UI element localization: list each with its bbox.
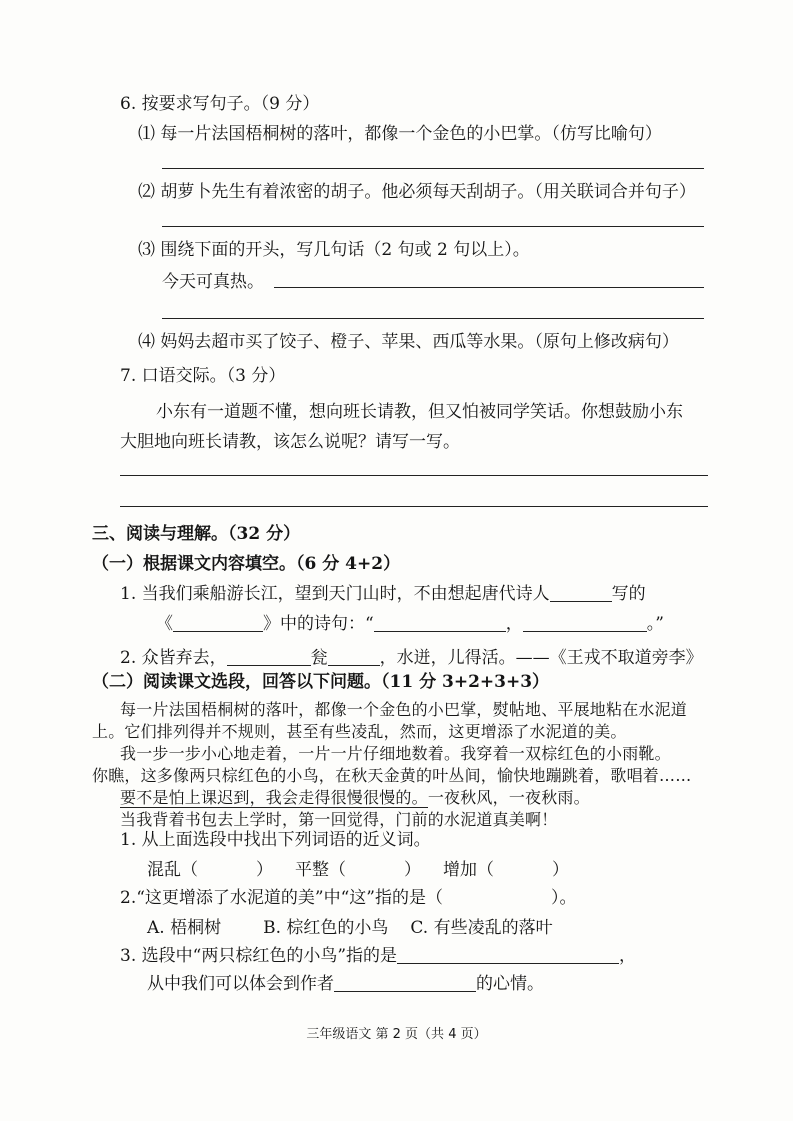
passage-underlined-sentence: 要不是怕上课迟到，我会走得很慢很慢的。 bbox=[120, 788, 428, 807]
q6-item-3-start: 今天可真热。 bbox=[162, 272, 264, 292]
q6-item-4: ⑷ 妈妈去超市买了饺子、橙子、苹果、西瓜等水果。（原句上修改病句） bbox=[138, 332, 679, 352]
q6-item-2: ⑵ 胡萝卜先生有着浓密的胡子。他必须每天刮胡子。（用关联词合并句子） bbox=[138, 182, 696, 202]
part2-q2 bbox=[120, 888, 576, 908]
poem-comma: ， bbox=[505, 614, 523, 634]
synonym-close-2: ） bbox=[404, 860, 421, 880]
q6-item-2-answer-line[interactable] bbox=[162, 226, 704, 227]
q7-answer-line-1[interactable] bbox=[120, 475, 708, 476]
part1-q1-text: 1. 当我们乘船游长江，望到天门山时，不由想起唐代诗人 bbox=[120, 584, 550, 604]
passage-line-4: 你瞧，这多像两只棕红色的小鸟，在秋天金黄的叶丛间，愉快地蹦跳着，歌唱着…… bbox=[92, 766, 692, 785]
q6-item-3: ⑶ 围绕下面的开头，写几句话（2 句或 2 句以上）。 bbox=[138, 240, 530, 260]
part2-q3-line-1 bbox=[120, 946, 636, 966]
part2-q3-blank-2[interactable] bbox=[334, 975, 476, 992]
poem-lines-prompt: 》中的诗句：“ bbox=[263, 614, 374, 634]
poem-line-2-blank[interactable] bbox=[523, 615, 647, 632]
q6-item-1-answer-line[interactable] bbox=[162, 168, 704, 169]
part1-q2-line bbox=[120, 648, 703, 668]
part2-q2-end: ）。 bbox=[550, 888, 577, 908]
wang-rong-blank-1[interactable] bbox=[227, 649, 311, 666]
part1-q1-line-2 bbox=[156, 614, 664, 634]
part2-q3-line-2 bbox=[147, 974, 544, 994]
passage-line-5-rest: 一夜秋风，一夜秋雨。 bbox=[427, 788, 590, 807]
poem-title-blank[interactable] bbox=[173, 615, 263, 632]
synonym-close-1: ） bbox=[256, 860, 273, 880]
poem-line-1-blank[interactable] bbox=[374, 615, 506, 632]
part2-q3-text-2: 从中我们可以体会到作者 bbox=[147, 974, 334, 994]
option-c[interactable]: C. 有些凌乱的落叶 bbox=[410, 918, 553, 938]
synonym-close-3: ） bbox=[552, 860, 569, 880]
q6-title: 6. 按要求写句子。（9 分） bbox=[120, 94, 320, 114]
passage-line-2: 上。它们排列得并不规则，甚至有些凌乱，然而，这更增添了水泥道的美。 bbox=[92, 722, 627, 741]
q7-line-1: 小东有一道题不懂，想向班长请教，但又怕被同学笑话。你想鼓励小东 bbox=[156, 402, 683, 422]
q6-item-3-answer-line-2[interactable] bbox=[162, 318, 704, 319]
synonym-row bbox=[147, 860, 569, 880]
part2-q2-text: 2.“这更增添了水泥道的美”中“这”指的是（ bbox=[120, 888, 443, 908]
part1-q2-text: 2. 众皆弃去， bbox=[120, 648, 227, 668]
passage-line-1: 每一片法国梧桐树的落叶，都像一个金色的小巴掌，熨帖地、平展地粘在水泥道 bbox=[120, 700, 688, 719]
passage-line-5 bbox=[120, 788, 590, 808]
part2-q3-comma: ， bbox=[619, 946, 637, 966]
passage-line-3: 我一步一步小心地走着，一片一片仔细地数着。我穿着一双棕红色的小雨靴。 bbox=[120, 744, 671, 763]
part2-title: （二）阅读课文选段，回答以下问题。（11 分 3+2+3+3） bbox=[92, 672, 550, 692]
wang-rong-blank-2[interactable] bbox=[328, 649, 380, 666]
q6-item-1: ⑴ 每一片法国梧桐树的落叶，都像一个金色的小巴掌。（仿写比喻句） bbox=[138, 124, 662, 144]
passage-line-6: 当我背着书包去上学时，第一回觉得，门前的水泥道真美啊！ bbox=[120, 810, 558, 829]
q7-line-2: 大胆地向班长请教，该怎么说呢？请写一写。 bbox=[120, 432, 460, 452]
synonym-word-1: 混乱（ bbox=[147, 860, 198, 880]
poet-blank[interactable] bbox=[550, 585, 612, 602]
part2-q3-text: 3. 选段中“两只棕红色的小鸟”指的是 bbox=[120, 946, 398, 966]
q7-title: 7. 口语交际。（3 分） bbox=[120, 366, 286, 386]
title-open-bracket: 《 bbox=[156, 614, 173, 634]
part2-q1: 1. 从上面选段中找出下列词语的近义词。 bbox=[120, 830, 431, 850]
part1-q2-word: 瓮 bbox=[310, 648, 328, 668]
synonym-word-2: 平整（ bbox=[295, 860, 346, 880]
poem-end-quote: 。” bbox=[646, 614, 664, 634]
q7-answer-line-2[interactable] bbox=[120, 506, 708, 507]
synonym-word-3: 增加（ bbox=[443, 860, 494, 880]
option-a[interactable]: A. 梧桐树 bbox=[147, 918, 222, 938]
q6-item-3-answer-line-1[interactable] bbox=[274, 287, 704, 288]
part1-q1-text-end: 写的 bbox=[611, 584, 646, 604]
option-b[interactable]: B. 棕红色的小鸟 bbox=[263, 918, 389, 938]
part2-q2-options bbox=[147, 918, 553, 938]
section3-title: 三、阅读与理解。（32 分） bbox=[92, 524, 301, 544]
part2-q3-blank-1[interactable] bbox=[397, 947, 619, 964]
part1-q1-line-1 bbox=[120, 584, 646, 604]
part1-title: （一）根据课文内容填空。（6 分 4+2） bbox=[92, 554, 401, 574]
page-footer: 三年级语文 第 2 页（共 4 页） bbox=[306, 1027, 487, 1042]
part2-q3-end: 的心情。 bbox=[476, 974, 544, 994]
part1-q2-source: ，水迸，儿得活。——《王戎不取道旁李》 bbox=[379, 648, 703, 668]
